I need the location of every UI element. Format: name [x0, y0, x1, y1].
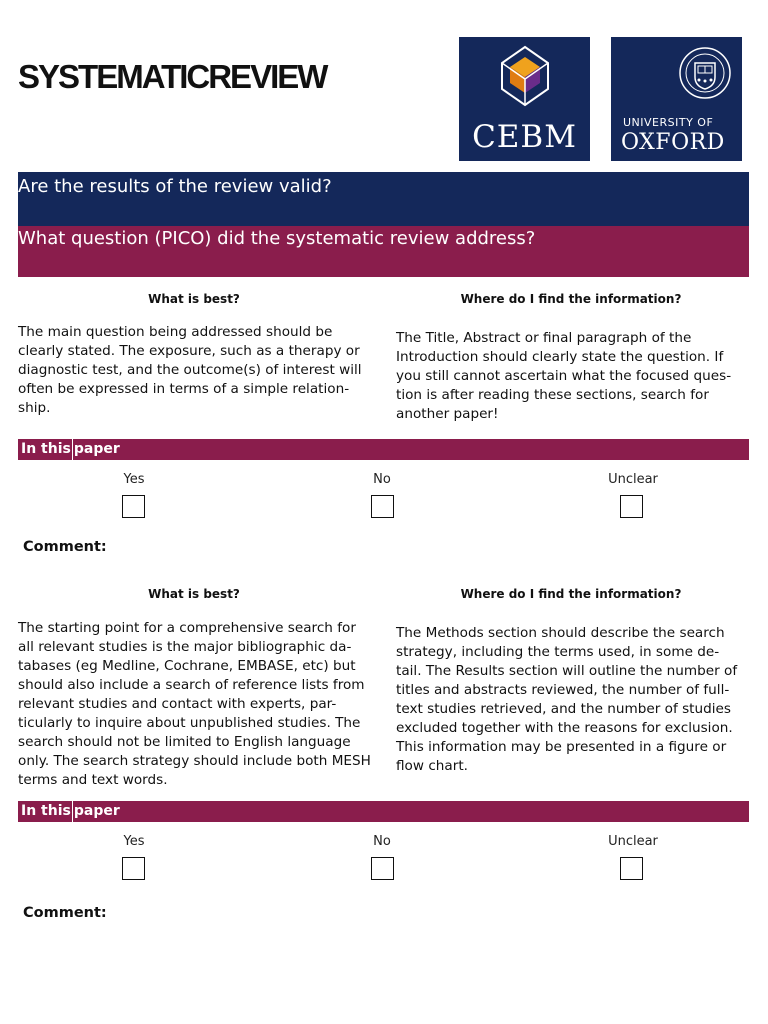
paper-bar-label-2: paper — [73, 803, 120, 819]
checkbox-no[interactable] — [371, 857, 394, 880]
best-text: The starting point for a comprehensive search for all relevant studies is the major bibliographic da- tabases (eg Medline, Cochrane, EMBASE, etc) but should also include a search of reference lists from relevant studies and contact with experts, par- ticularly to inquire about unpublished studies. The search should not be limited to English language only. The search strategy should include both MESH terms and text words. — [18, 620, 371, 788]
cebm-wordmark: CEBM — [472, 119, 577, 155]
comment-label: Comment: — [23, 539, 107, 555]
cebm-cube-icon — [498, 43, 552, 109]
oxford-logo — [611, 37, 742, 161]
checkbox-unclear[interactable] — [620, 857, 643, 880]
option-no-label: No — [373, 472, 391, 487]
find-heading: Where do I find the information? — [460, 292, 682, 306]
best-heading: What is best? — [148, 587, 240, 601]
oxford-wordmark-big: OXFORD — [621, 130, 725, 155]
find-text: The Methods section should describe the search strategy, including the terms used, in some de- tail. The Results section will outline the number of titles and abstracts reviewed, the number of full- text studies retrieved, and the number of studies excluded together with the reasons for exclusion. This information may be presented in a figure or flow chart. — [396, 625, 738, 774]
checkbox-no[interactable] — [371, 495, 394, 518]
paper-bar-label: In this — [21, 441, 71, 457]
page-title: SYSTEMATICREVIEW — [18, 58, 327, 95]
in-this-paper-bar — [18, 801, 749, 822]
banner-pico: What question (PICO) did the systematic review address? — [18, 226, 749, 277]
paper-bar-label-2: paper — [73, 441, 120, 457]
find-heading: Where do I find the information? — [460, 587, 682, 601]
checkbox-yes[interactable] — [122, 495, 145, 518]
banner-validity: Are the results of the review valid? — [18, 172, 749, 226]
option-unclear-label: Unclear — [608, 472, 658, 487]
option-yes-label: Yes — [123, 472, 145, 487]
comment-label: Comment: — [23, 905, 107, 921]
best-text: The main question being addressed should be clearly stated. The exposure, such as a therapy or diagnostic test, and the outcome(s) of interest will often be expressed in terms of a simple relation- ship. — [18, 324, 362, 416]
option-yes-label: Yes — [123, 834, 145, 849]
oxford-crest-icon — [677, 43, 733, 107]
option-no-label: No — [373, 834, 391, 849]
find-text: The Title, Abstract or final paragraph of the Introduction should clearly state the question. If you still cannot ascertain what the focused ques- tion is after reading these sections, search for another paper! — [396, 330, 732, 422]
cebm-logo — [459, 37, 590, 161]
checkbox-yes[interactable] — [122, 857, 145, 880]
oxford-wordmark-small: UNIVERSITY OF — [623, 116, 714, 129]
option-unclear-label: Unclear — [608, 834, 658, 849]
best-heading: What is best? — [148, 292, 240, 306]
in-this-paper-bar — [18, 439, 749, 460]
checkbox-unclear[interactable] — [620, 495, 643, 518]
paper-bar-label: In this — [21, 803, 71, 819]
